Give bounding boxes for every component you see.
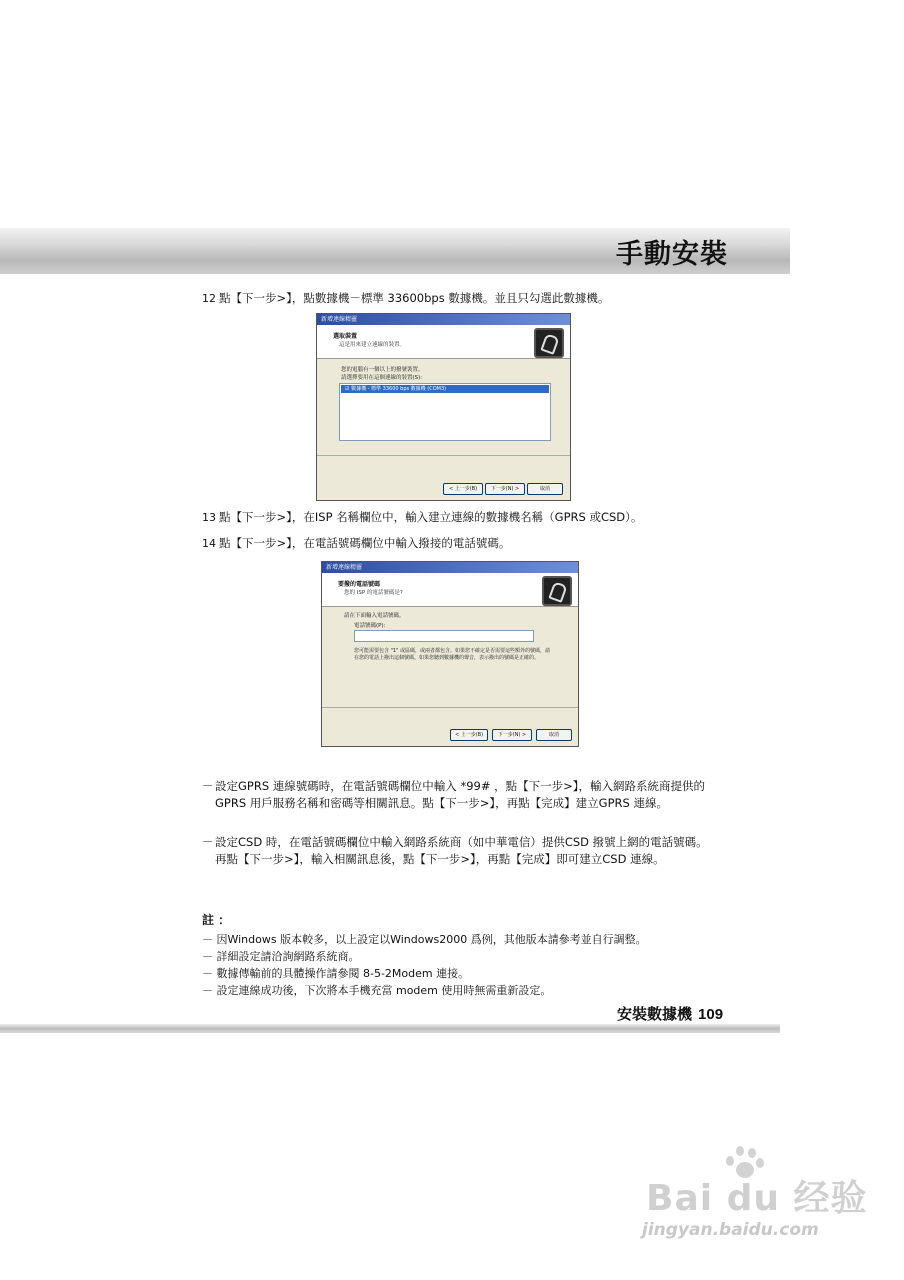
page-number: 109 xyxy=(698,1006,724,1023)
note-item: － 詳細設定請洽詢網路系統商。 xyxy=(202,950,360,963)
back-button[interactable]: < 上一步(B) xyxy=(450,729,488,741)
dialog-subheading: 這是用來建立連線的裝置。 xyxy=(339,342,406,348)
paragraph-text: 設定CSD 時，在電話號碼欄位中輸入網路系統商（如中華電信）提供CSD 撥號上網的電話號碼。再點【下一步>】，輸入相關訊息後，點【下一步>】，再點【完成】即可建立CSD 連線。 xyxy=(215,835,708,866)
footer-title xyxy=(617,1003,723,1024)
watermark-brand: Bai du 经验 xyxy=(646,1178,868,1219)
dialog-label: 電話號碼(P): xyxy=(354,623,386,629)
device-listbox[interactable] xyxy=(339,383,551,441)
step-13 xyxy=(202,509,642,526)
watermark-url: jingyan.baidu.com xyxy=(642,1220,819,1240)
next-button[interactable]: 下一步(N) > xyxy=(485,483,525,495)
dialog-titlebar: 新增連線精靈 xyxy=(317,314,570,325)
note-item: － 數據傳輸前的具體操作請參閱 8-5-2Modem 連接。 xyxy=(202,967,470,980)
step-12 xyxy=(202,290,609,307)
dialog-label: 請選擇要用在這個連線的裝置(S): xyxy=(341,375,423,381)
dialog-hint: 您可能需要包含 "1" 或區碼，或兩者都包含。如果您不確定是否需要這些額外的號碼，請在您的電話上撥出這個號碼。如果您聽到數據機的聲音，表示撥出的號碼是正確的。 xyxy=(354,648,550,661)
back-button[interactable]: < 上一步(B) xyxy=(443,483,483,495)
step-text: 點【下一步>】，在電話號碼欄位中輸入撥接的電話號碼。 xyxy=(219,536,511,550)
bullet-dash: － xyxy=(202,835,214,849)
cancel-button[interactable]: 取消 xyxy=(527,483,563,495)
gprs-instructions xyxy=(202,778,717,812)
dialog-header xyxy=(322,573,578,607)
dialog-subheading: 您的 ISP 的電話號碼是? xyxy=(344,590,403,596)
dialog-separator xyxy=(322,707,578,708)
dialog-separator xyxy=(317,455,570,456)
header-band xyxy=(0,228,790,274)
baidu-watermark xyxy=(640,1140,868,1250)
note-item: － 設定連線成功後，下次將本手機充當 modem 使用時無需重新設定。 xyxy=(202,984,552,997)
dialog-screenshot-select-device xyxy=(316,313,571,501)
step-text: 點【下一步>】，在ISP 名稱欄位中，輸入建立連線的數據機名稱（GPRS 或CSD）。 xyxy=(219,510,643,524)
csd-instructions xyxy=(202,834,717,868)
paragraph-text: 設定GPRS 連線號碼時，在電話號碼欄位中輸入 *99# ，點【下一步>】，輸入網路系統商提供的GPRS 用戶服務名稱和密碼等相關訊息。點【下一步>】，再點【完成】建立GPRS 連線。 xyxy=(215,779,706,810)
dialog-label: 請在下面輸入電話號碼。 xyxy=(344,613,405,619)
step-text: 點【下一步>】，點數據機－標準 33600bps 數據機。並且只勾選此數據機。 xyxy=(219,291,610,305)
cancel-button[interactable]: 取消 xyxy=(536,729,572,741)
step-number: 12 xyxy=(202,292,216,305)
phone-number-input[interactable] xyxy=(354,630,534,642)
page-title: 手動安裝 xyxy=(616,239,728,270)
notes-section xyxy=(202,912,647,999)
wizard-icon xyxy=(542,576,572,606)
dialog-heading: 選取裝置 xyxy=(333,333,358,340)
step-number: 14 xyxy=(202,537,216,550)
step-14 xyxy=(202,535,510,552)
step-number: 13 xyxy=(202,511,216,524)
dialog-screenshot-phone-number xyxy=(321,561,579,747)
wizard-icon xyxy=(534,328,564,358)
bullet-dash: － xyxy=(202,779,214,793)
dialog-label: 您的電腦有一個以上的撥號裝置。 xyxy=(341,367,424,373)
dialog-header xyxy=(317,325,570,359)
next-button[interactable]: 下一步(N) > xyxy=(492,729,532,741)
dialog-titlebar: 新增連線精靈 xyxy=(322,562,578,573)
notes-title: 註 ： xyxy=(202,913,231,927)
note-item: － 因Windows 版本較多，以上設定以Windows2000 爲例，其他版本請參考並自行調整。 xyxy=(202,933,647,946)
footer-band xyxy=(0,1024,780,1033)
dialog-heading: 要撥的電話號碼 xyxy=(338,581,381,588)
chapter-title: 安裝數據機 xyxy=(617,1005,693,1023)
device-list-item[interactable]: ☑ 數據機 - 標準 33600 bps 數據機 (COM3) xyxy=(341,385,549,393)
